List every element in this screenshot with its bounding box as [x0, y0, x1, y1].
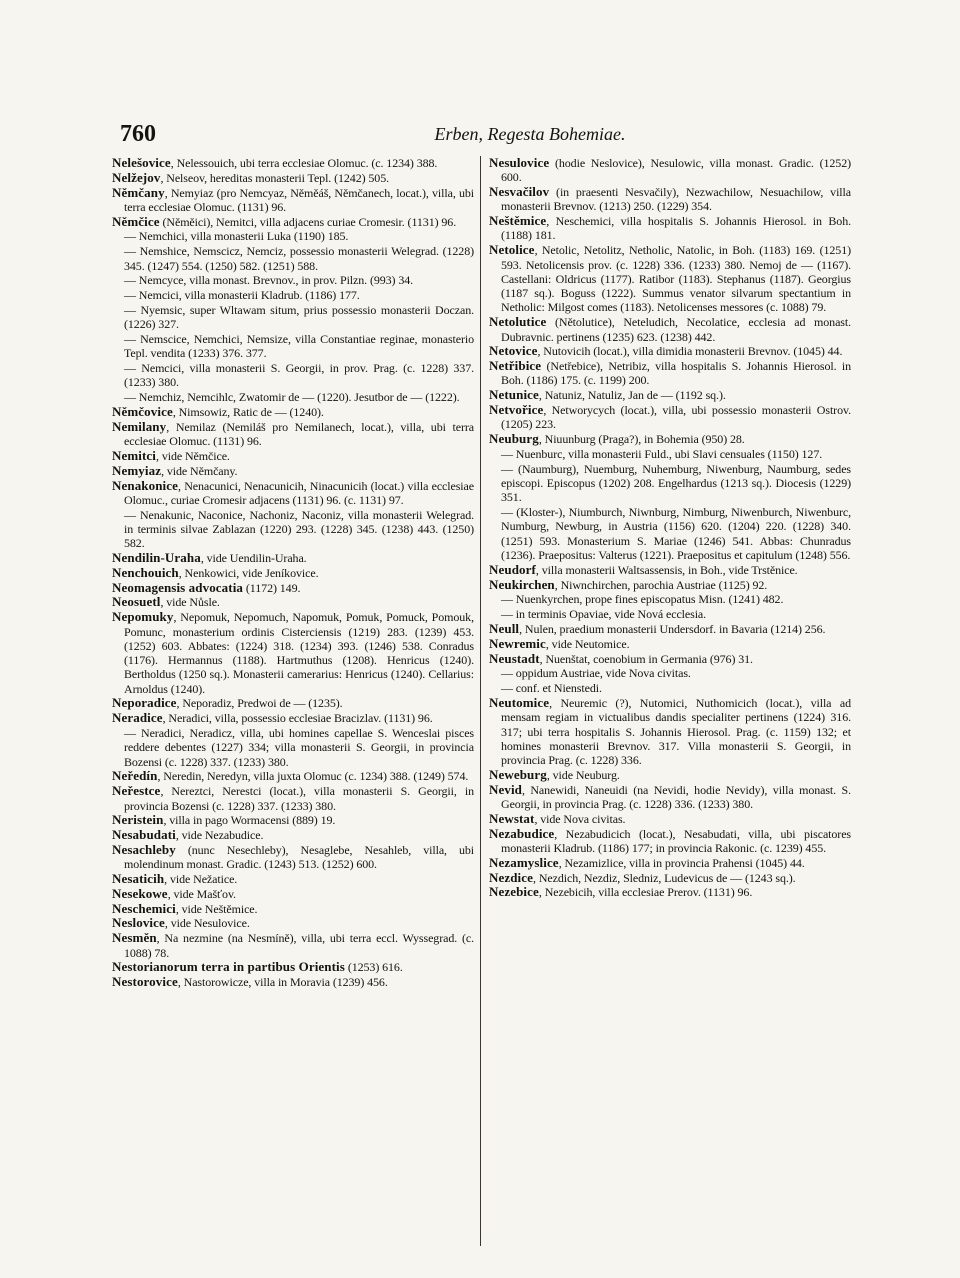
register-entry: [112, 171, 474, 185]
entry-text: Neweburg, vide Neuburg.: [489, 766, 620, 782]
register-entry: [489, 696, 851, 767]
register-entry: [112, 887, 474, 901]
entry-text: Nesabudati, vide Nezabudice.: [112, 827, 264, 843]
entry-text: Nemilany, Nemilaz (Nemiláš pro Nemilanech, locat.), villa, ubi terra ecclesiae Olomuc. (1131) 96.: [112, 418, 474, 449]
register-entry: [112, 449, 474, 463]
entry-text: — (Kloster-), Niumburch, Niwnburg, Nimburg, Niwenburch, Niwenburc, Numburg, Newburg, in Austria (1156) 620. (1204) 220. (1228) 340. (1251) 593. Monasterium S. Mariae (1246) 541. Abbas: Chunradus (1236). Praepositus: Valterus (1221). Praepositus et capitulum (1248) 556.: [501, 505, 851, 563]
register-entry: [489, 783, 851, 812]
column-divider: [480, 156, 481, 1246]
register-entry: [112, 769, 474, 783]
entry-text: Neosuetl, vide Nůsle.: [112, 594, 220, 610]
running-title: Erben, Regesta Bohemiae.: [434, 124, 626, 144]
register-entry: [489, 243, 851, 314]
entry-text: — Nyemsic, super Wltawam situm, prius possessio monasterii Doczan. (1226) 327.: [124, 302, 474, 332]
register-entry: [112, 696, 474, 710]
entry-text: — Nuenkyrchen, prope fines episcopatus Misn. (1241) 482.: [501, 592, 784, 607]
entry-text: Netolutice (Nětolutice), Neteludich, Necolatice, ecclesia ad monast. Dubravnic. pertinens (1235) 623. (1238) 442.: [489, 314, 851, 344]
entry-text: — Nemcici, villa monasterii S. Georgii, in prov. Prag. (c. 1228) 337. (1233) 380.: [124, 361, 474, 390]
entry-text: Netovice, Nutovicih (locat.), villa dimidia monasterii Brevnov. (1045) 44.: [489, 343, 843, 359]
register-entry: [489, 856, 851, 870]
entry-text: Newremic, vide Neutomice.: [489, 635, 630, 651]
entry-text: Němčany, Nemyiaz (pro Nemcyaz, Něměáš, Němčanech, locat.), villa, ubi terra ecclesiae Olomuc. (1131) 96.: [112, 184, 474, 214]
entry-text: Neradice, Neradici, villa, possessio ecclesiae Bracizlav. (1131) 96.: [112, 710, 433, 726]
register-entry: [489, 652, 851, 666]
register-entry: [489, 592, 851, 606]
register-entry: [112, 595, 474, 609]
register-entry: [489, 812, 851, 826]
entry-text: Neull, Nulen, praedium monasterii Undersdorf. in Bavaria (1214) 256.: [489, 621, 826, 636]
entry-text: Nemitci, vide Němčice.: [112, 447, 230, 463]
register-entry: [112, 332, 474, 361]
page-number: 760: [120, 121, 156, 147]
entry-text: Netřibice (Netřebice), Netribiz, villa hospitalis S. Johannis Hierosol. in Boh. (1186) 175. (c. 1199) 200.: [489, 358, 851, 388]
entry-text: Neslovice, vide Nesulovice.: [112, 915, 250, 931]
entry-text: — in terminis Opaviae, vide Nová ecclesia.: [501, 607, 707, 622]
right-column: [489, 156, 851, 1260]
register-entry: [112, 566, 474, 580]
entry-text: Netunice, Natuniz, Natuliz, Jan de — (1192 sq.).: [489, 387, 726, 403]
register-entry: [489, 871, 851, 885]
entry-text: — Nemcyce, villa monast. Brevnov., in prov. Pilzn. (993) 34.: [124, 273, 414, 288]
register-entry: [112, 186, 474, 215]
register-entry: [112, 828, 474, 842]
entry-text: — Nemcici, villa monasterii Kladrub. (1186) 177.: [124, 288, 360, 303]
register-entry: [112, 975, 474, 989]
entry-text: Němčice (Něměici), Nemitci, villa adjacens curiae Cromesir. (1131) 96.: [112, 213, 457, 229]
register-entry: [112, 931, 474, 960]
entry-text: Nemyiaz, vide Němčany.: [112, 462, 238, 478]
register-entry: [112, 813, 474, 827]
register-entry: [489, 578, 851, 592]
register-entry: [112, 229, 474, 243]
entry-text: Netvořice, Networycych (locat.), villa, ubi possessio monasterii Ostrov. (1205) 223.: [489, 402, 851, 432]
entry-text: Němčovice, Nimsowiz, Ratic de — (1240).: [112, 404, 324, 420]
register-entry: [489, 666, 851, 680]
register-entry: [112, 273, 474, 287]
register-entry: [489, 768, 851, 782]
entry-text: Nepomuky, Nepomuk, Nepomuch, Napomuk, Pomuk, Pomuck, Pomouk, Pomunc, monasterium ordinis Cisterciensis (1219) 283. (1239) 453. (1252) 603. Abbates: (1224) 318. (1234) 393. (1246) 538. Conradus (1176). Hermannus (1188). Hartmuthus (1208). Henricus (1240). Bertholdus (1250 sq.). Monasterii camerarius: Henricus (1240). Cellarius: Arnoldus (1240).: [112, 609, 474, 696]
register-entry: [112, 215, 474, 229]
entry-text: Neřestce, Nereztci, Nerestci (locat.), villa monasterii S. Georgii, in provincia Bozensi (c. 1228) 337. (1233) 380.: [112, 783, 474, 813]
register-entry: [489, 885, 851, 899]
register-entry: [112, 902, 474, 916]
register-entry: [112, 390, 474, 404]
register-entry: [489, 505, 851, 562]
entry-text: — Nemchiz, Nemcihlc, Zwatomir de — (1220). Jesutbor de — (1222).: [124, 390, 460, 405]
register-entry: [489, 637, 851, 651]
register-entry: [112, 843, 474, 872]
register-entry: [489, 214, 851, 243]
entry-text: Neschemici, vide Neštěmice.: [112, 900, 258, 916]
entry-text: Nesměn, Na nezmine (na Nesmíně), villa, ubi terra eccl. Wyssegrad. (c. 1088) 78.: [112, 930, 474, 960]
entry-text: Neomagensis advocatia (1172) 149.: [112, 579, 301, 595]
entry-text: Neštěmice, Neschemici, villa hospitalis S. Johannis Hierosol. in Boh. (1188) 181.: [489, 213, 851, 243]
register-entry: [112, 581, 474, 595]
entry-text: — Neradici, Neradicz, villa, ubi homines capellae S. Wenceslai pisces reddere debentes (1227) 334; villa monasterii S. Georgii, in provincia Bozensi (c. 1228) 337. (1233) 380.: [124, 726, 474, 769]
register-entry: [489, 563, 851, 577]
register-entry: [489, 185, 851, 214]
register-entry: [489, 432, 851, 446]
entry-text: Nezamyslice, Nezamizlice, villa in provincia Prahensi (1045) 44.: [489, 854, 805, 870]
entry-text: — Nemscice, Nemchici, Nemsize, villa Constantiae reginae, monasterio Tepl. vendita (1233) 376. 377.: [124, 332, 474, 361]
entry-text: Netolice, Netolic, Netolitz, Netholic, Natolic, in Boh. (1183) 169. (1251) 593. Netolicensis prov. (c. 1228) 336. (1233) 380. Nemoj de — (1167). Castellani: Oldricus (1177). Ratibor (1183). Stephanus (1187). Georgius (1187 sq.). Boguss (1222). Summus venator silvarum spectantium in Netholic: Milgost comes (1183). Netolicenses messores (c. 1088) 79.: [489, 242, 851, 315]
register-entry: [489, 315, 851, 344]
entry-text: — oppidum Austriae, vide Nova civitas.: [501, 666, 691, 681]
entry-text: — Nenakunic, Naconice, Nachoniz, Naconiz, villa monasterii Welegrad. in terminis silvae Zablazan (1220) 293. (1228) 345. (1238) 443. (1250) 582.: [124, 507, 474, 551]
register-entry: [112, 405, 474, 419]
register-entry: [112, 420, 474, 449]
left-column: [112, 156, 474, 1260]
entry-text: Nestorianorum terra in partibus Orientis (1253) 616.: [112, 959, 403, 975]
entry-text: Nezebice, Nezebicih, villa ecclesiae Prerov. (1131) 96.: [489, 884, 753, 900]
register-entry: [112, 288, 474, 302]
register-entry: [112, 156, 474, 170]
entry-text: Nendilin-Uraha, vide Uendilin-Uraha.: [112, 550, 307, 566]
entry-text: — Nuenburc, villa monasterii Fuld., ubi Slavi censuales (1150) 127.: [501, 446, 823, 461]
register-entry: [489, 344, 851, 358]
register-entry: [112, 916, 474, 930]
entry-text: Nesvačilov (in praesenti Nesvačily), Nezwachilow, Nesuachilow, villa monasterii Brevnov. (1213) 250. (1229) 354.: [489, 184, 851, 214]
register-entry: [489, 156, 851, 185]
entry-text: Neporadice, Neporadiz, Predwoi de — (1235).: [112, 695, 343, 711]
entry-text: Nezabudice, Nezabudicich (locat.), Nesabudati, villa, ubi piscatores monasterii Kladrub. (1186) 177; in provincia Rakonic. (c. 1239) 455.: [489, 825, 851, 855]
register-entry: [112, 508, 474, 551]
entry-text: Nezdice, Nezdich, Nezdiz, Sledniz, Ludevicus de — (1243 sq.).: [489, 869, 796, 885]
entry-text: Nelžejov, Nelseov, hereditas monasterii Tepl. (1242) 505.: [112, 169, 389, 185]
entry-text: Neudorf, villa monasterii Waltsassensis, in Boh., vide Trstěnice.: [489, 561, 798, 577]
entry-text: Nesachleby (nunc Nesechleby), Nesaglebe, Nesahleb, villa, ubi molendinum monast. Gradic. (1243) 513. (1252) 600.: [112, 841, 474, 872]
register-entry: [489, 827, 851, 856]
entry-text: Neutomice, Neuremic (?), Nutomici, Nuthomicich (locat.), villa ad mensam regiam in victualibus dandis specialiter pertinens (1224) 316. 317; ubi terra hospitalis S. Johannis Hierosol. Prag. (c. 1159) 132; et homines monasterii Brevnov. 317. Villa monasterii S. Georgii, in provincia Prag. (c. 1228) 336.: [489, 694, 851, 768]
register-entry: [112, 610, 474, 696]
entry-text: Neředín, Neredin, Neredyn, villa juxta Olomuc (c. 1234) 388. (1249) 574.: [112, 768, 469, 784]
entry-text: — (Naumburg), Nuemburg, Nuhemburg, Niwenburg, Naumburg, sedes episcopi. Episcopus (1202) 208. Engelhardus (1213 sq.). Diocesis (1229) 351.: [501, 461, 851, 505]
register-entry: [112, 479, 474, 508]
register-entry: [489, 622, 851, 636]
entry-text: Newstat, vide Nova civitas.: [489, 810, 626, 826]
entry-text: Neristein, villa in pago Wormacensi (889) 19.: [112, 812, 336, 828]
register-entry: [112, 303, 474, 332]
register-entry: [489, 388, 851, 402]
entry-text: Nestorovice, Nastorowicze, villa in Moravia (1239) 456.: [112, 974, 388, 990]
entry-text: — Nemshice, Nemscicz, Nemciz, possessio monasterii Welegrad. (1228) 345. (1247) 554. (1250) 582. (1251) 588.: [124, 244, 474, 273]
register-entry: [112, 244, 474, 273]
entry-text: Nelešovice, Nelessouich, ubi terra ecclesiae Olomuc. (c. 1234) 388.: [112, 156, 438, 170]
register-entry: [489, 359, 851, 388]
register-entry: [112, 361, 474, 390]
entry-text: Nesaticih, vide Nežatice.: [112, 871, 238, 887]
register-entry: [489, 403, 851, 432]
entry-text: Nesekowe, vide Mašťov.: [112, 885, 236, 901]
entry-text: Neustadt, Nuenštat, coenobium in Germania (976) 31.: [489, 650, 753, 666]
register-entry: [112, 784, 474, 813]
register-entry: [489, 462, 851, 505]
entry-text: Neukirchen, Niwnchirchen, parochia Austriae (1125) 92.: [489, 576, 768, 592]
entry-text: — conf. et Nienstedi.: [501, 681, 602, 696]
register-entry: [489, 681, 851, 695]
entry-text: Nevid, Nanewidi, Naneuidi (na Nevidi, hodie Nevidy), villa monast. S. Georgii, in provincia Prag. (c. 1228) 336. (1233) 380.: [489, 781, 851, 812]
register-entry: [112, 464, 474, 478]
register-entry: [112, 960, 474, 974]
entry-text: Neuburg, Niuunburg (Praga?), in Bohemia (950) 28.: [489, 431, 745, 447]
register-entry: [112, 711, 474, 725]
entry-text: — Nemchici, villa monasterii Luka (1190) 185.: [124, 229, 349, 244]
register-entry: [489, 447, 851, 461]
register-entry: [112, 726, 474, 769]
entry-text: Nesulovice (hodie Neslovice), Nesulowic, villa monast. Gradic. (1252) 600.: [489, 156, 851, 185]
register-entry: [489, 607, 851, 621]
entry-text: Nenakonice, Nenacunici, Nenacunicih, Ninacunicih (locat.) villa ecclesiae Olomuc., curiae Cromesir adjacens (1131) 96. (c. 1131) 97.: [112, 477, 474, 507]
register-entry: [112, 551, 474, 565]
register-entry: [112, 872, 474, 886]
entry-text: Nenchouich, Nenkowici, vide Jeníkovice.: [112, 564, 319, 580]
